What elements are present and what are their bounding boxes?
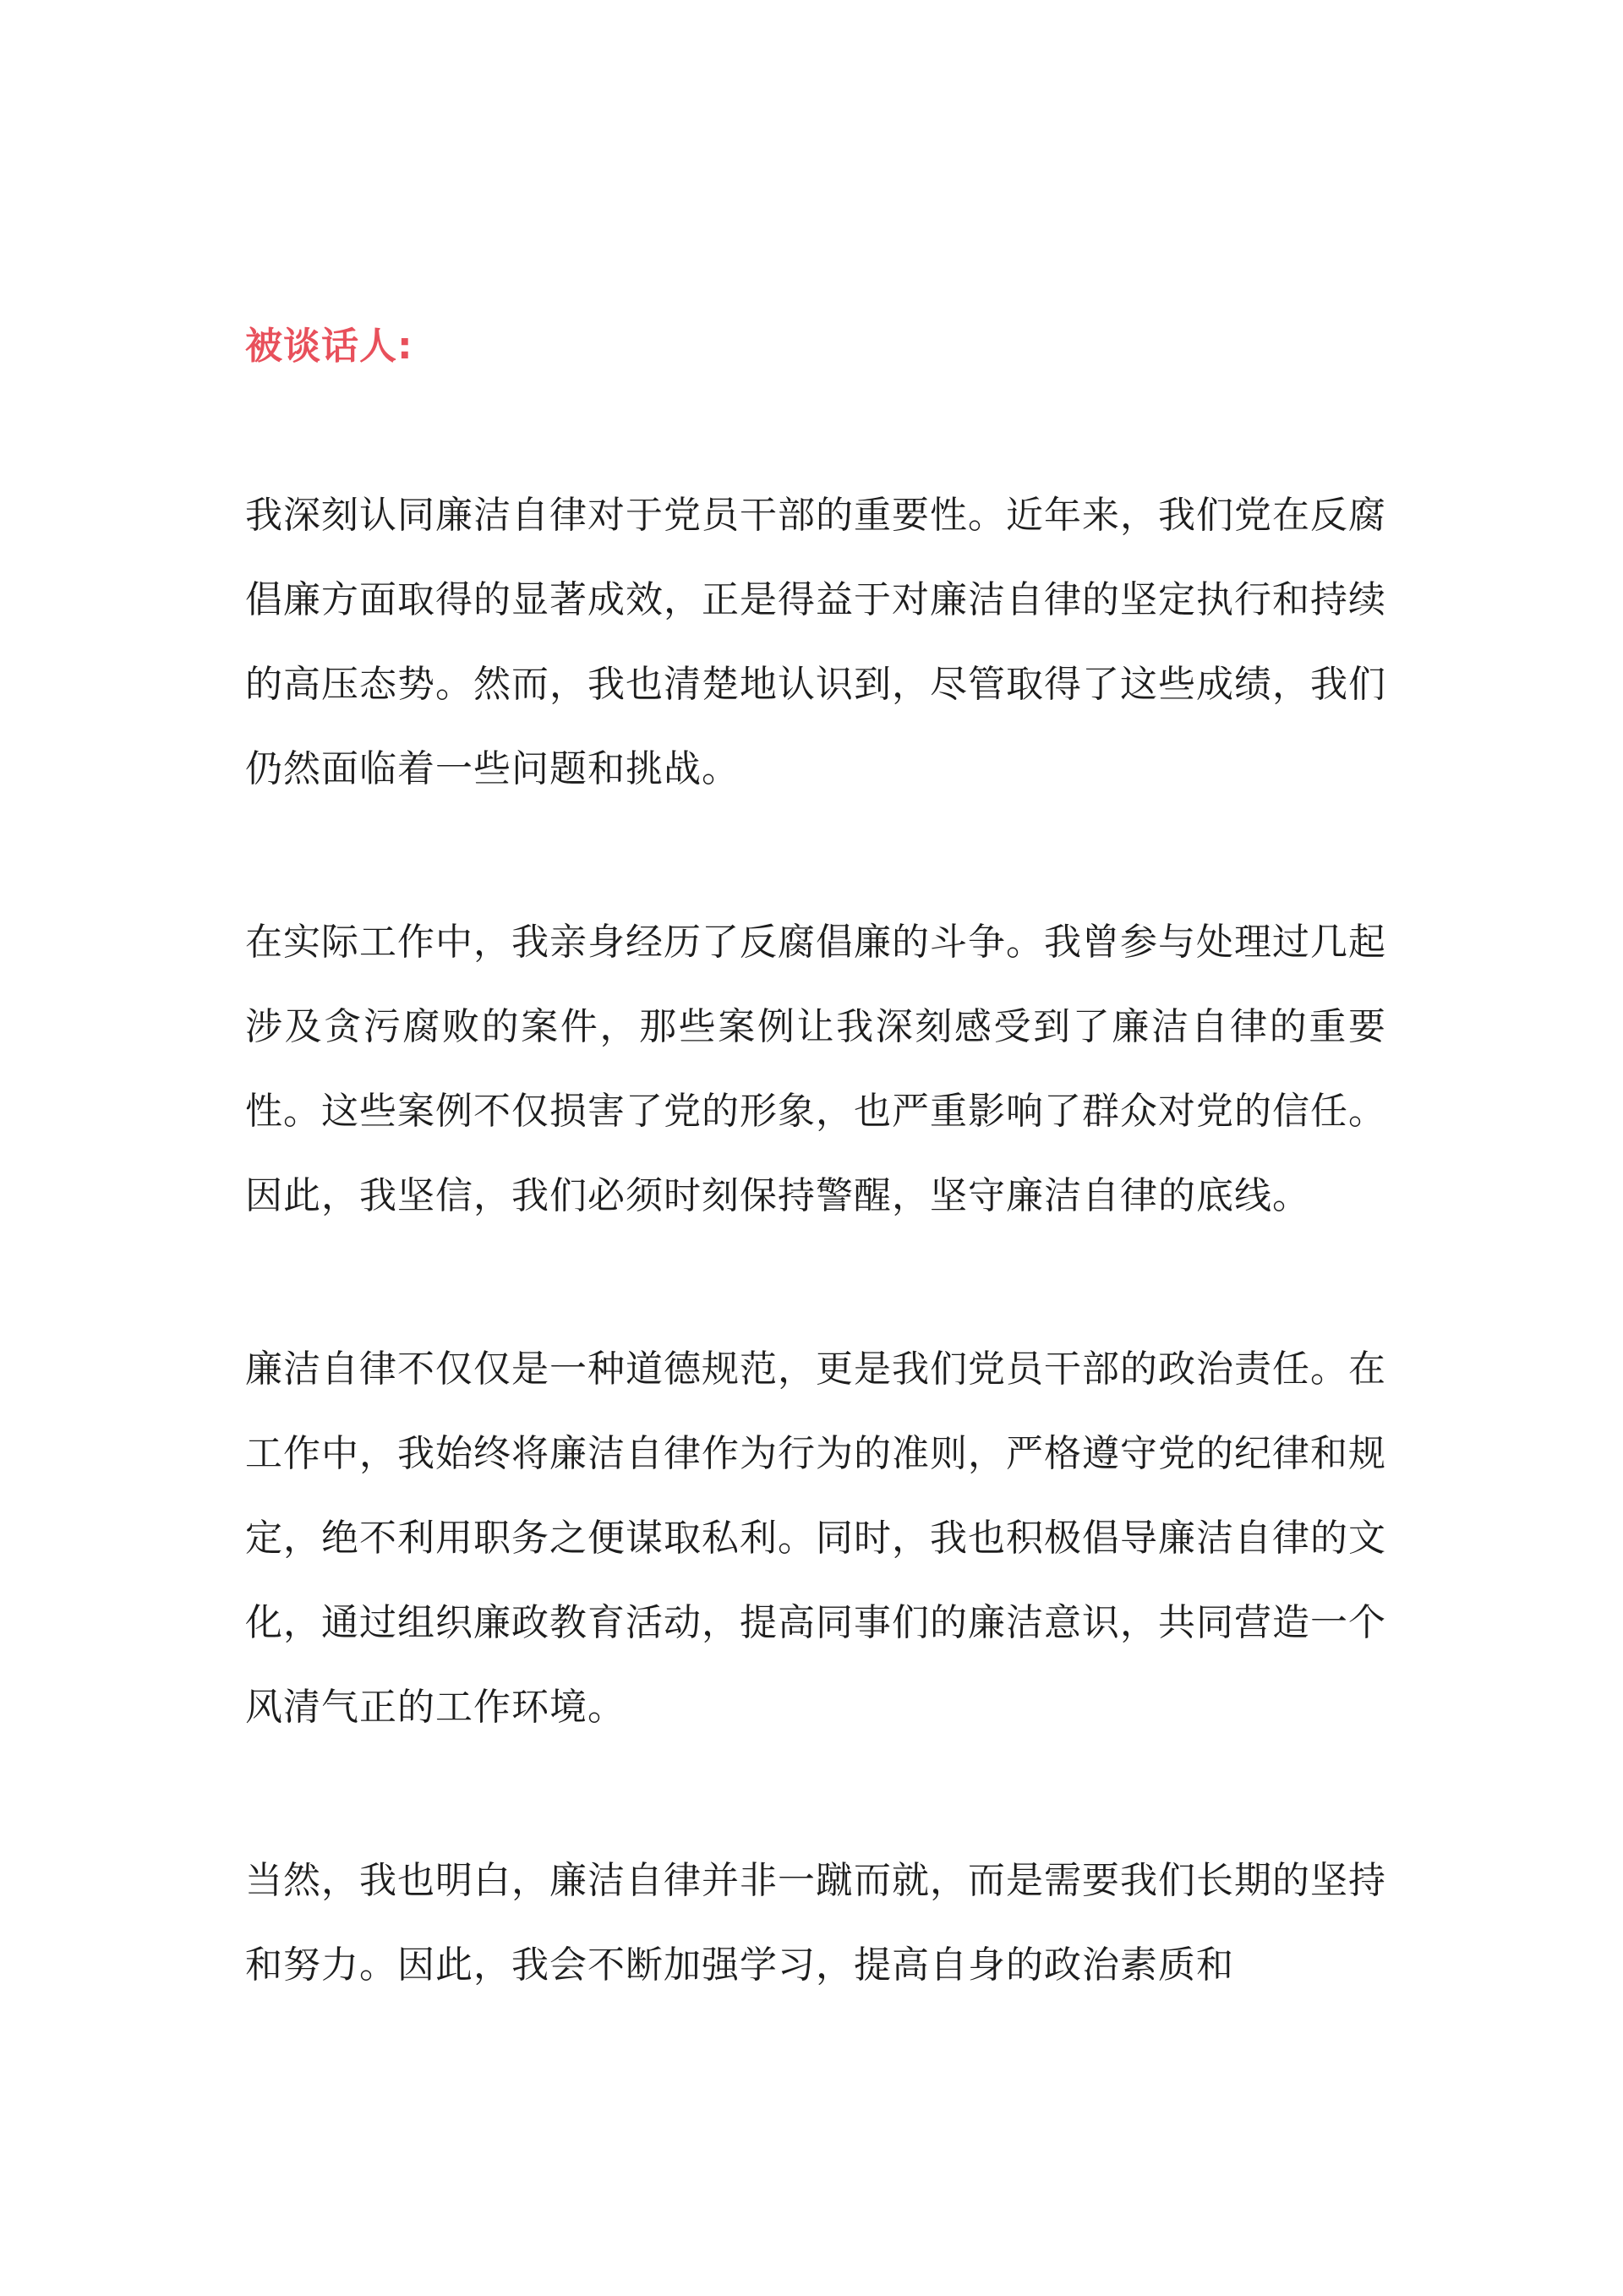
- speaker-label: 被谈话人:: [245, 325, 413, 368]
- paragraph-2: 在实际工作中，我亲身经历了反腐倡廉的斗争。我曾参与处理过几起涉及贪污腐败的案件，那些案例让我深刻感受到了廉洁自律的重要性。这些案例不仅损害了党的形象，也严重影响了群众对党的信任。因此，我坚信，我们必须时刻保持警醒，坚守廉洁自律的底线。: [245, 921, 1386, 1217]
- paragraph-3: 廉洁自律不仅仅是一种道德规范，更是我们党员干部的政治责任。在工作中，我始终将廉洁自律作为行为的准则，严格遵守党的纪律和规定，绝不利用职务之便谋取私利。同时，我也积极倡导廉洁自律的文化，通过组织廉政教育活动，提高同事们的廉洁意识，共同营造一个风清气正的工作环境。: [245, 1348, 1386, 1729]
- paragraph-4: 当然，我也明白，廉洁自律并非一蹴而就，而是需要我们长期的坚持和努力。因此，我会不断加强学习，提高自身的政治素质和: [245, 1859, 1386, 1987]
- paragraph-1: 我深刻认同廉洁自律对于党员干部的重要性。近年来，我们党在反腐倡廉方面取得的显著成效，正是得益于对廉洁自律的坚定执行和持续的高压态势。然而，我也清楚地认识到，尽管取得了这些成绩，我们仍然面临着一些问题和挑战。: [245, 494, 1386, 790]
- document-body: [245, 313, 1386, 2096]
